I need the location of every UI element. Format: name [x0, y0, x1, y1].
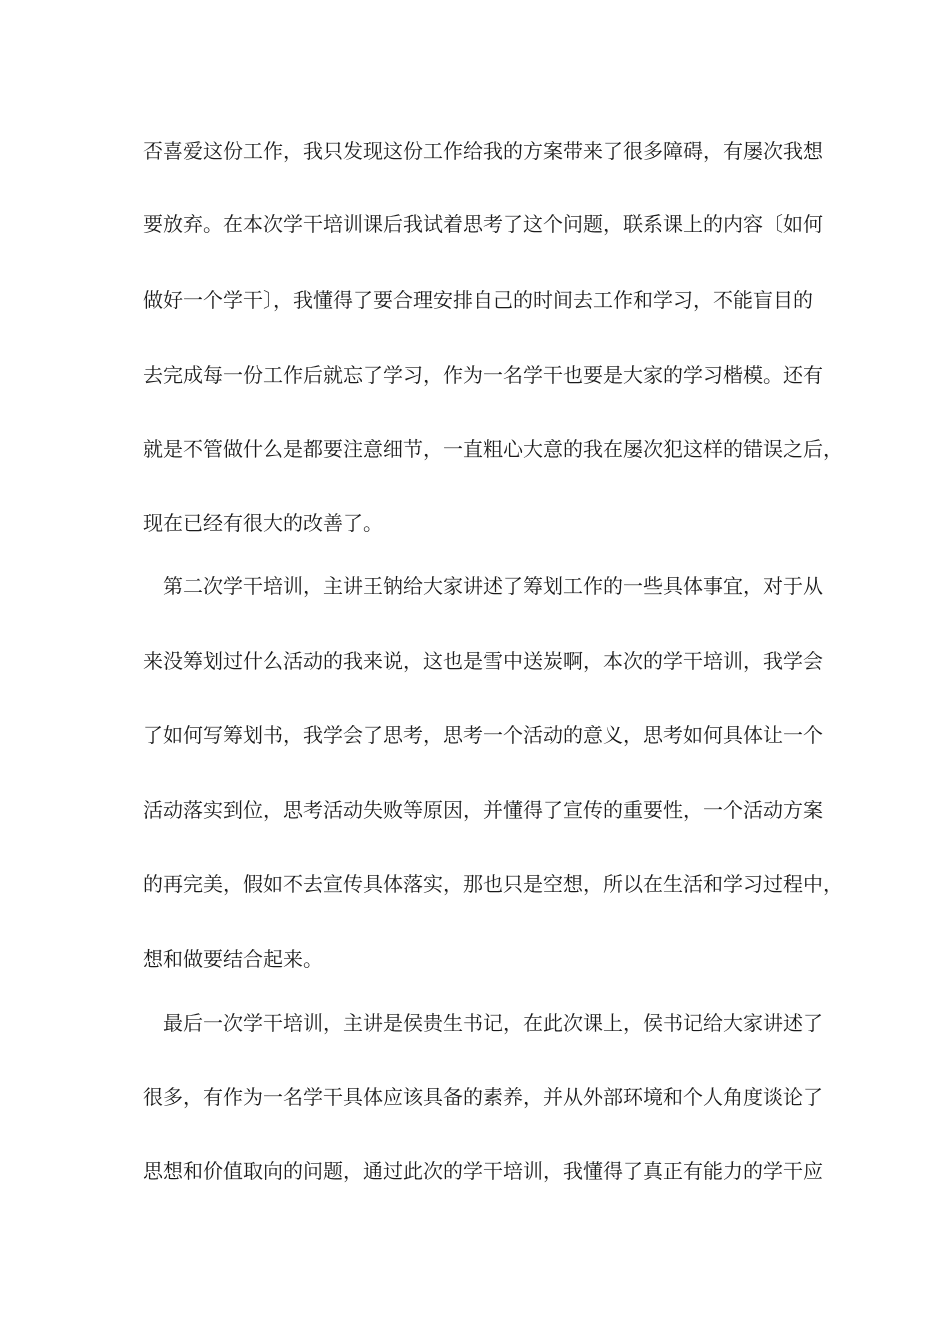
text-line: 了如何写筹划书，我学会了思考，思考一个活动的意义，思考如何具体让一个	[143, 723, 823, 747]
text-line: 思想和价值取向的问题，通过此次的学干培训，我懂得了真正有能力的学干应	[143, 1159, 823, 1183]
text-line: 现在已经有很大的改善了。	[143, 511, 383, 535]
text-line: 否喜爱这份工作，我只发现这份工作给我的方案带来了很多障碍，有屡次我想	[143, 139, 823, 163]
text-line: 活动落实到位，思考活动失败等原因，并懂得了宣传的重要性，一个活动方案	[143, 798, 823, 822]
text-line: 就是不管做什么是都要注意细节，一直粗心大意的我在屡次犯这样的错误之后，	[143, 437, 843, 461]
paragraph-start-line: 第二次学干培训，主讲王钠给大家讲述了筹划工作的一些具体事宜，对于从	[163, 574, 823, 598]
text-line: 要放弃。在本次学干培训课后我试着思考了这个问题，联系课上的内容〔如何	[143, 212, 823, 236]
text-line: 做好一个学干〕，我懂得了要合理安排自己的时间去工作和学习，不能盲目的	[143, 288, 813, 312]
text-line: 很多，有作为一名学干具体应该具备的素养，并从外部环境和个人角度谈论了	[143, 1085, 823, 1109]
paragraph-start-line: 最后一次学干培训，主讲是侯贵生书记，在此次课上，侯书记给大家讲述了	[163, 1011, 823, 1035]
text-line: 想和做要结合起来。	[143, 947, 323, 971]
text-line: 的再完美，假如不去宣传具体落实，那也只是空想，所以在生活和学习过程中，	[143, 872, 843, 896]
text-line: 来没筹划过什么活动的我来说，这也是雪中送炭啊，本次的学干培训，我学会	[143, 649, 823, 673]
text-line: 去完成每一份工作后就忘了学习，作为一名学干也要是大家的学习楷模。还有	[143, 363, 823, 387]
